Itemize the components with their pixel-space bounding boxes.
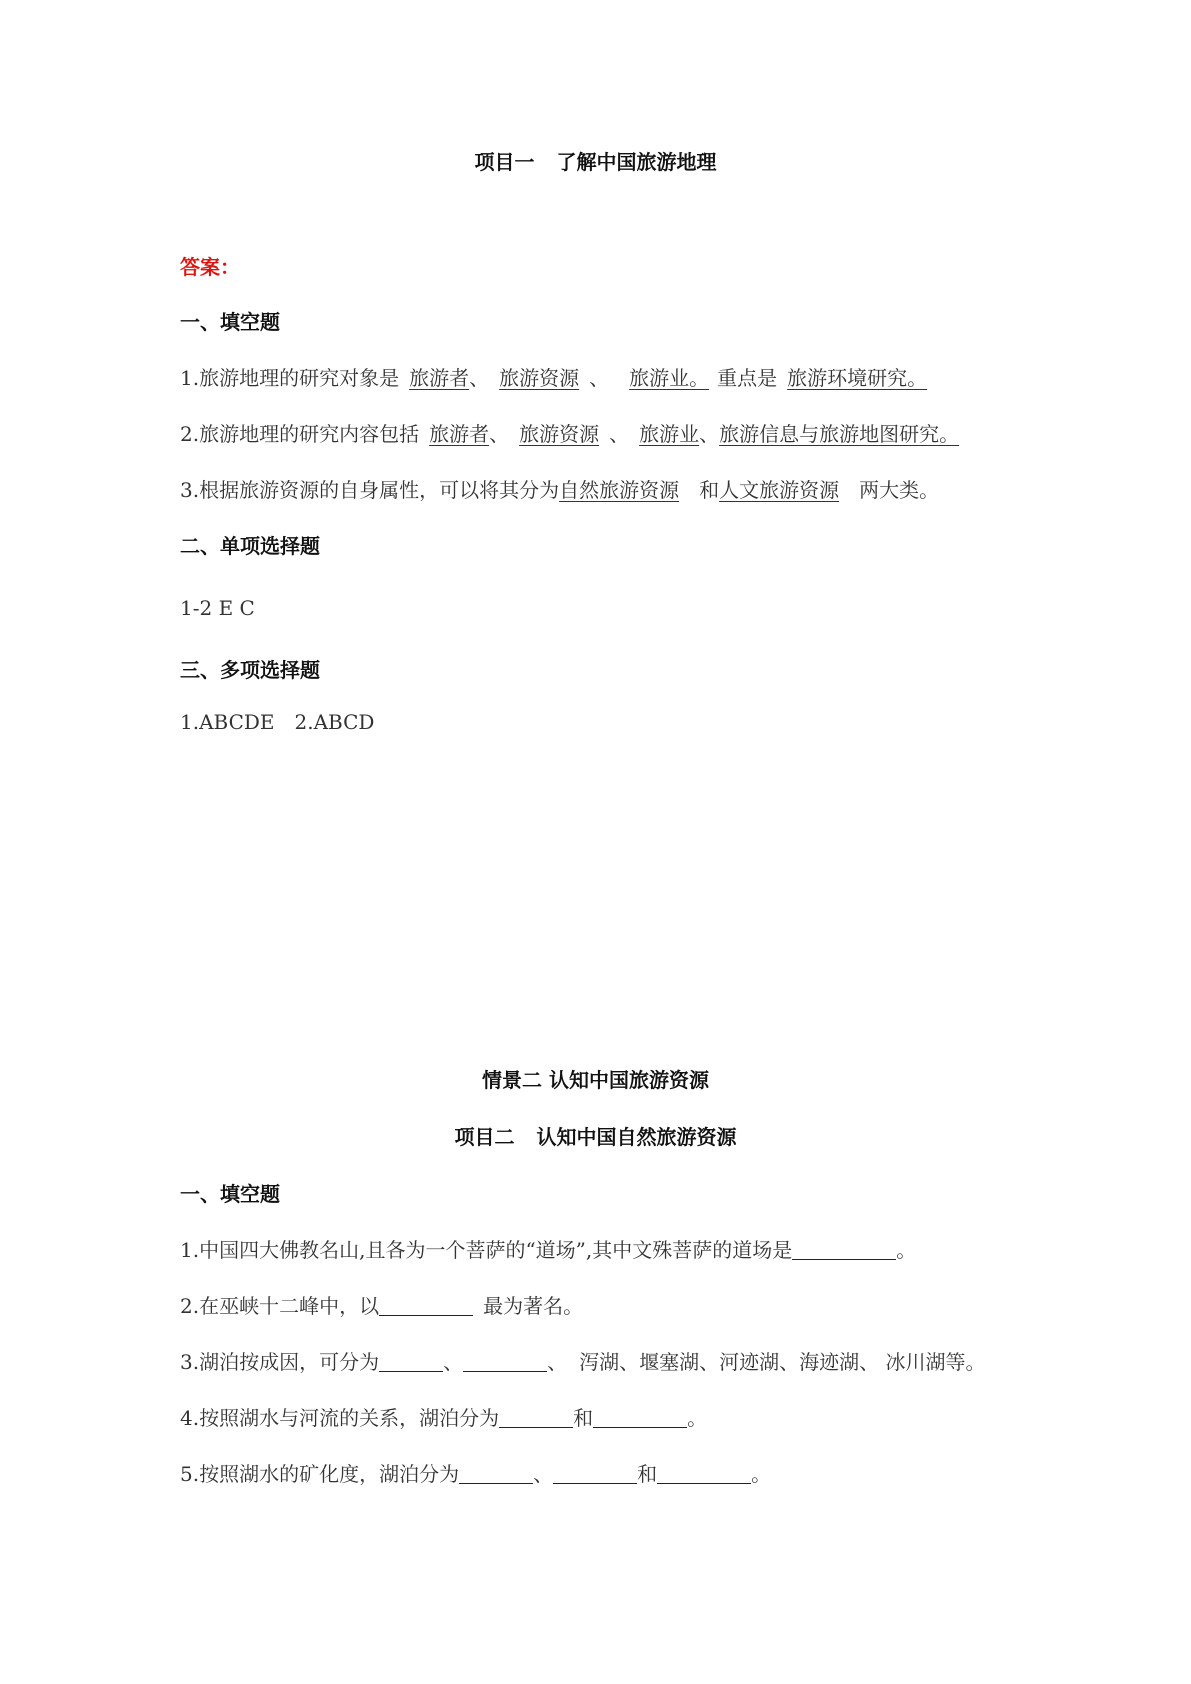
question-text: 重点是 [717, 366, 778, 390]
separator: 、 [533, 1462, 554, 1486]
answer-blank [629, 422, 699, 446]
question-text: 最为著名。 [483, 1294, 584, 1318]
project-two-name: 认知中国自然旅游资源 [536, 1125, 737, 1149]
answer-text: 旅游资源 [519, 422, 600, 446]
multiple-choice-answer: 1.ABCDE [180, 710, 275, 734]
empty-blank[interactable] [379, 1295, 473, 1316]
exercise-question-3 [180, 1346, 985, 1375]
exercise-question-4 [180, 1402, 707, 1431]
exercise-question-1 [180, 1234, 916, 1263]
question-text: 1.旅游地理的研究对象是 [180, 366, 400, 390]
answer-text: 旅游业 [639, 422, 700, 446]
separator: 、 [609, 422, 630, 446]
question-text: 。 [687, 1406, 708, 1430]
exercise-question-5 [180, 1458, 771, 1487]
fill-in-heading-2: 一、填空题 [180, 1182, 280, 1206]
empty-blank[interactable] [792, 1239, 896, 1260]
answer-blank [719, 478, 859, 502]
question-text: 5.按照湖水的矿化度，湖泊分为 [180, 1462, 460, 1486]
answer-blank [489, 366, 589, 390]
question-text: 和 [699, 478, 720, 502]
question-text: 。 [896, 1238, 917, 1262]
project-one-title [0, 146, 1191, 175]
answer-text: 人文旅游资源 [719, 478, 840, 502]
multiple-choice-answer: 2.ABCD [294, 710, 375, 734]
answer-blank [787, 366, 937, 390]
multiple-choice-answers [180, 710, 374, 734]
empty-blank[interactable] [499, 1407, 573, 1428]
question-text: 2.旅游地理的研究内容包括 [180, 422, 420, 446]
separator: 、 [489, 422, 510, 446]
question-text: 和 [637, 1462, 658, 1486]
empty-blank[interactable] [593, 1407, 687, 1428]
fill-in-question-1 [180, 362, 937, 391]
answer-text: 旅游信息与旅游地图研究。 [719, 422, 960, 446]
question-text: 和 [573, 1406, 594, 1430]
fill-in-heading: 一、填空题 [180, 310, 280, 334]
question-text: 3.根据旅游资源的自身属性，可以将其分为 [180, 478, 560, 502]
question-text: 3.湖泊按成因，可分为 [180, 1350, 380, 1374]
multiple-choice-heading: 三、多项选择题 [180, 658, 320, 682]
question-text: 两大类。 [859, 478, 940, 502]
answer-text: 自然旅游资源 [559, 478, 680, 502]
fill-in-question-3 [180, 474, 939, 503]
project-one-name: 了解中国旅游地理 [556, 150, 717, 174]
fill-in-question-2 [180, 418, 969, 447]
empty-blank[interactable] [379, 1351, 443, 1372]
scene-two-title: 情景二 认知中国旅游资源 [482, 1068, 709, 1092]
answer-blank [509, 422, 609, 446]
project-two-title [0, 1121, 1191, 1150]
separator: 、 [469, 366, 490, 390]
question-text: 。 [751, 1462, 772, 1486]
single-choice-answers: 1-2 E C [180, 596, 255, 620]
answer-blank: 旅游者 [429, 422, 490, 446]
question-text: 泻湖、堰塞湖、河迹湖、海迹湖、 冰川湖等。 [579, 1350, 986, 1374]
question-text: 4.按照湖水与河流的关系，湖泊分为 [180, 1406, 500, 1430]
answer-label: 答案： [180, 255, 240, 279]
separator: 、 [589, 366, 610, 390]
answer-text: 旅游资源 [499, 366, 580, 390]
separator: 、 [547, 1350, 568, 1374]
empty-blank[interactable] [657, 1463, 751, 1484]
separator: 、 [699, 422, 720, 446]
answer-blank: 旅游者 [409, 366, 470, 390]
question-text: 2.在巫峡十二峰中，以 [180, 1294, 380, 1318]
separator: 、 [443, 1350, 464, 1374]
answer-blank: 旅游业。 [629, 366, 710, 390]
empty-blank[interactable] [553, 1463, 637, 1484]
question-text: 1.中国四大佛教名山,且各为一个菩萨的“道场”,其中文殊菩萨的道场是 [180, 1238, 793, 1262]
project-one-number: 项目一 [474, 150, 535, 174]
answer-blank [719, 422, 969, 446]
single-choice-heading: 二、单项选择题 [180, 534, 320, 558]
exercise-question-2 [180, 1290, 583, 1319]
empty-blank[interactable] [463, 1351, 547, 1372]
answer-text: 旅游环境研究。 [787, 366, 928, 390]
project-two-number: 项目二 [454, 1125, 515, 1149]
empty-blank[interactable] [459, 1463, 533, 1484]
answer-blank [559, 478, 699, 502]
